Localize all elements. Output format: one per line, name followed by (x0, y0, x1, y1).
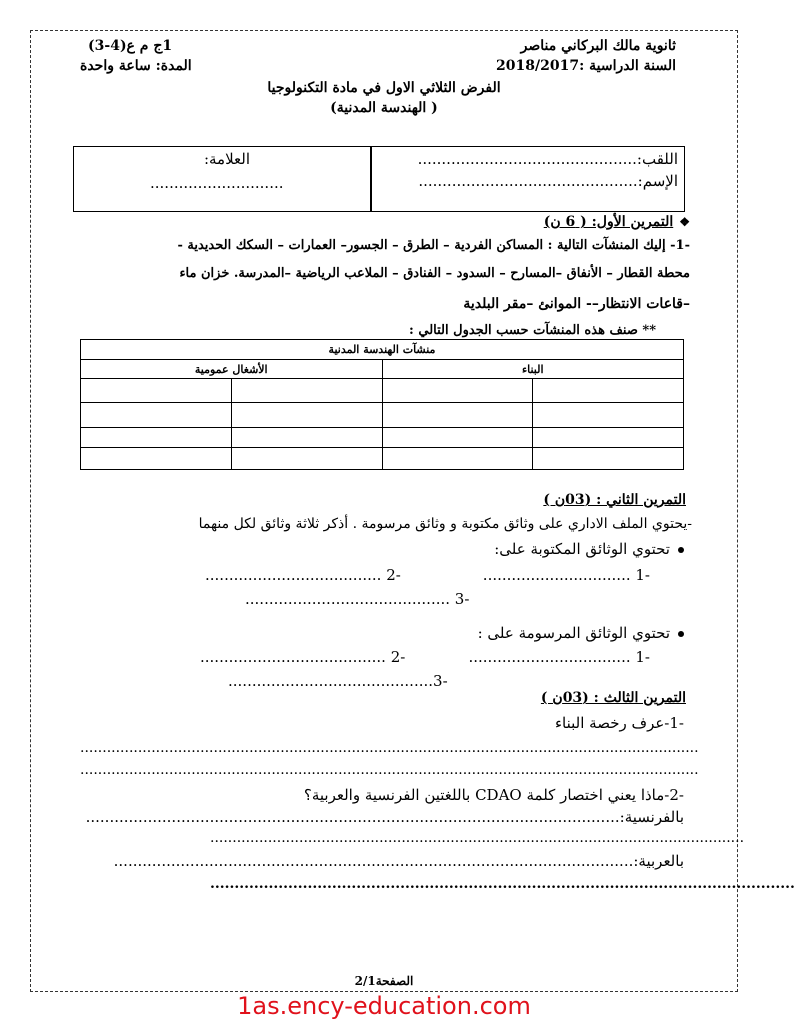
table-cell[interactable] (81, 447, 232, 469)
exercise1-instruction: ** صنف هذه المنشآت حسب الجدول التالي : (409, 323, 656, 338)
school-name: ثانوية مالك البركاني مناصر (520, 38, 676, 54)
drawn-doc-1[interactable]: -1 .................................. (468, 648, 650, 666)
arabic-dots: ............................................................................................................. (113, 852, 634, 870)
exam-duration: المدة: ساعة واحدة (80, 58, 192, 74)
table-cell[interactable] (81, 427, 232, 447)
french-dots: ................................................................................................................ (85, 808, 620, 826)
class-code: 1ج م ع(4-3) (88, 38, 173, 54)
q1-answer-line-1[interactable]: ........................................................................................................................................... (80, 740, 699, 756)
table-main-header: منشآت الهندسة المدنية (81, 340, 684, 360)
website-watermark: 1as.ency-education.com (237, 992, 531, 1020)
drawn-doc-3[interactable]: -3........................................... (228, 672, 448, 690)
exam-title: الفرض الثلاثي الاول في مادة التكنولوجيا (267, 80, 501, 96)
table-cell[interactable] (533, 427, 684, 447)
exercise3-q1: -1-عرف رخصة البناء (555, 714, 684, 732)
drawn-docs-label: تحتوي الوثائق المرسومة على : (478, 624, 684, 642)
info-box-divider (370, 147, 372, 211)
bullet-icon (678, 631, 684, 637)
table-cell[interactable] (533, 447, 684, 469)
grade-field[interactable]: ............................ (150, 174, 284, 192)
table-cell[interactable] (231, 447, 382, 469)
table-cell[interactable] (81, 403, 232, 427)
written-doc-2[interactable]: -2 ..................................... (205, 566, 401, 584)
exercise3-title: التمرين الثالث : (03ن ) (540, 690, 686, 706)
bullet-icon (678, 547, 684, 553)
exercise3-q2: -2-ماذا يعني اختصار كلمة CDAO باللغتين الفرنسية والعربية؟ (303, 786, 684, 804)
french-answer[interactable] (86, 808, 684, 826)
written-doc-3[interactable]: -3 ........................................... (245, 590, 470, 608)
classification-table (80, 339, 684, 470)
exercise1-title: التمرين الأول: ( 6 ن) (543, 214, 674, 230)
surname-label: اللقب: (636, 150, 678, 168)
exercise1-line3: –قاعات الانتظار–- الموانئ –مقر البلدية (463, 296, 690, 312)
table-cell[interactable] (231, 427, 382, 447)
french-label: بالفرنسية: (619, 808, 684, 826)
name-field[interactable] (418, 172, 678, 190)
diamond-bullet-icon: ❖ (679, 215, 690, 229)
exercise2-intro: -يحتوي الملف الاداري على وثائق مكتوبة و وثائق مرسومة . أذكر ثلاثة وثائق لكل منهما (198, 516, 692, 532)
drawn-doc-2[interactable]: -2 ....................................... (200, 648, 406, 666)
table-cell[interactable] (231, 379, 382, 403)
exercise1-line1: -1- إليك المنشآت التالية : المساكن الفردية – الطرق – الجسور– العمارات – السكك الحديدية - (177, 238, 690, 253)
written-doc-1[interactable]: -1 ............................... (482, 566, 650, 584)
french-answer-line-2[interactable]: ........................................................................................................................ (210, 830, 745, 846)
table-cell[interactable] (382, 427, 533, 447)
surname-dots: .............................................. (417, 150, 637, 168)
table-cell[interactable] (382, 379, 533, 403)
exercise1-heading (544, 214, 690, 230)
arabic-answer-line-2[interactable]: ........................................................................................................................ (210, 876, 795, 892)
table-cell[interactable] (533, 379, 684, 403)
table-cell[interactable] (382, 447, 533, 469)
table-cell[interactable] (533, 403, 684, 427)
name-dots: .............................................. (418, 172, 638, 190)
exercise2-title: التمرين الثاني : (03ن ) (543, 492, 686, 508)
school-year: السنة الدراسية :2018/2017 (496, 58, 676, 74)
q1-answer-line-2[interactable]: ........................................................................................................................................... (80, 762, 699, 778)
exam-subtitle: ( الهندسة المدنية) (330, 100, 438, 116)
exercise1-line2: محطة القطار – الأنفاق –المسارح – السدود – الفنادق – الملاعب الرياضية –المدرسة. خزان ماء (179, 266, 690, 281)
written-docs-label: تحتوي الوثائق المكتوبة على: (494, 540, 684, 558)
table-cell[interactable] (81, 379, 232, 403)
grade-label: العلامة: (203, 150, 250, 168)
arabic-answer[interactable] (114, 852, 684, 870)
surname-field[interactable] (418, 150, 678, 168)
table-col-public: الأشغال عمومية (81, 360, 383, 379)
page-number: الصفحة2/1 (354, 974, 414, 988)
table-col-building: البناء (382, 360, 684, 379)
table-cell[interactable] (231, 403, 382, 427)
name-label: الإسم: (637, 172, 678, 190)
arabic-label: بالعربية: (633, 852, 684, 870)
table-cell[interactable] (382, 403, 533, 427)
